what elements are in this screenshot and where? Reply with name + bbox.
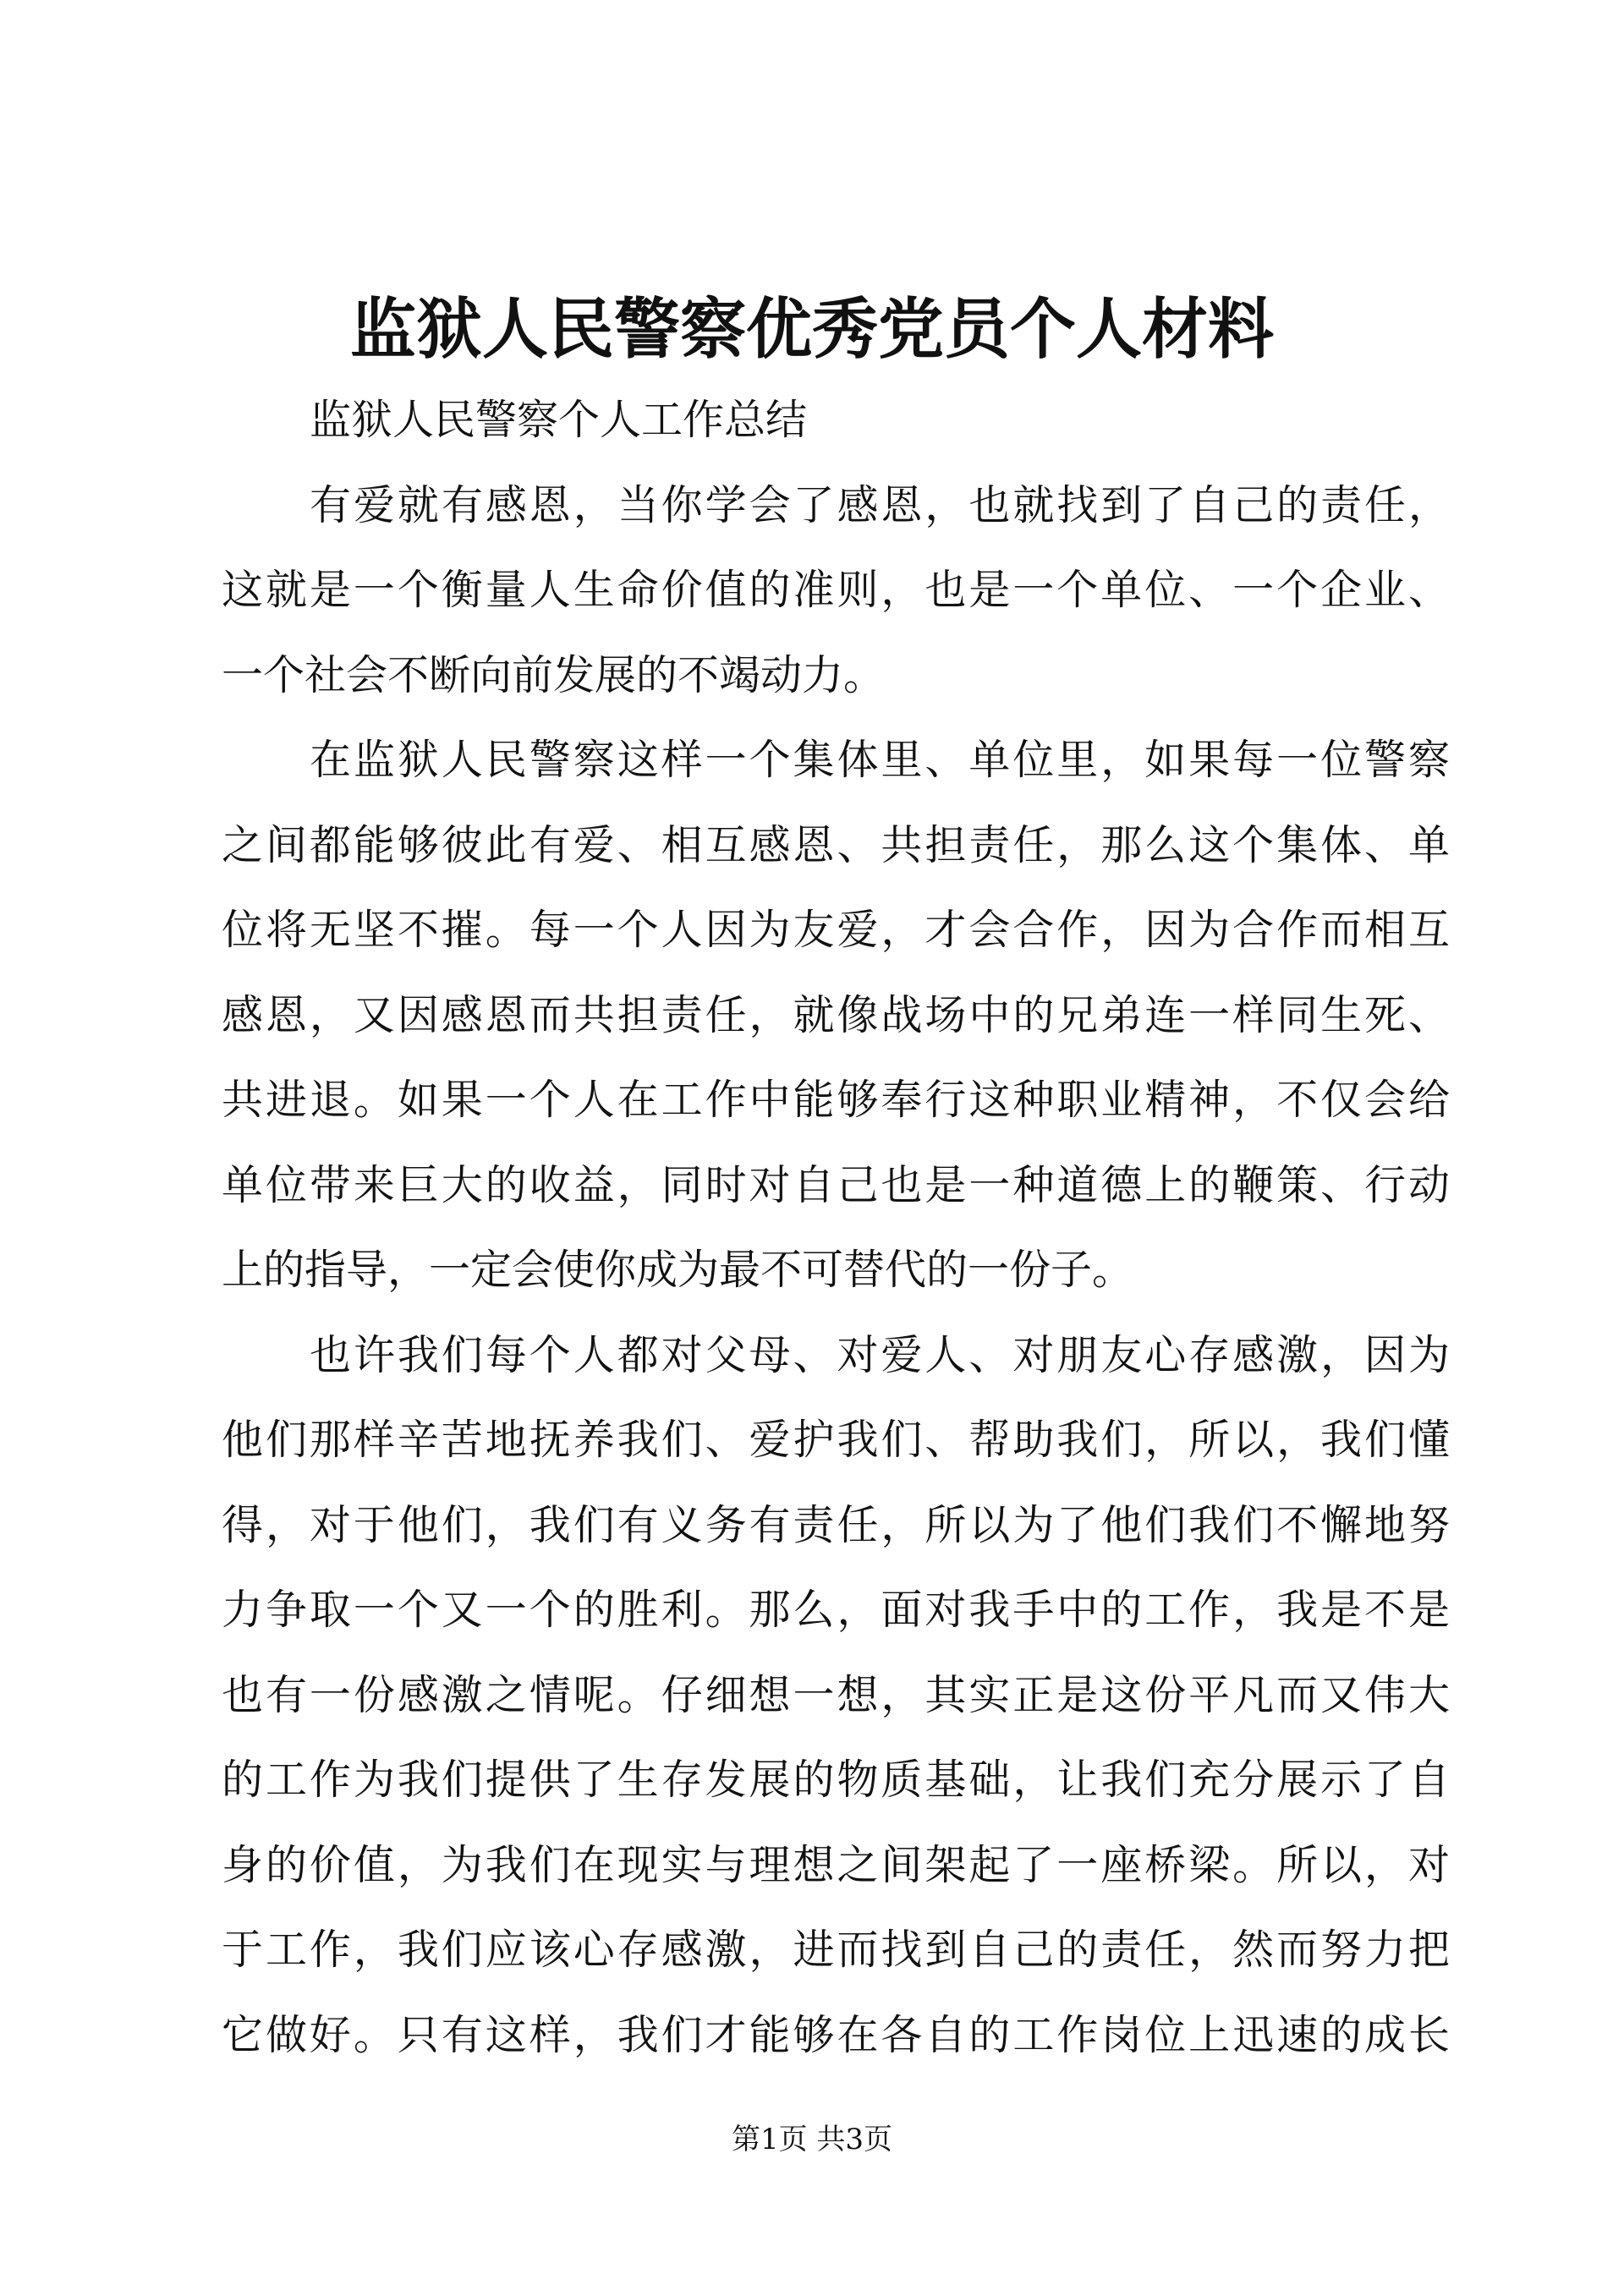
paragraph-line: 共进退。如果一个人在工作中能够奉行这种职业精神，不仅会给 bbox=[222, 1076, 1450, 1124]
paragraph-line: 上的指导，一定会使你成为最不可替代的一份子。 bbox=[222, 1246, 1134, 1294]
paragraph-line: 力争取一个又一个的胜利。那么，面对我手中的工作，我是不是 bbox=[222, 1586, 1450, 1634]
paragraph-line: 于工作，我们应该心存感激，进而找到自己的责任，然而努力把 bbox=[222, 1926, 1450, 1974]
paragraph-first-line: 也许我们每个人都对父母、对爱人、对朋友心存感激，因为 bbox=[310, 1330, 1450, 1379]
document-body bbox=[222, 378, 1450, 2078]
document-title: 监狱人民警察优秀党员个人材料 bbox=[349, 291, 1274, 368]
paragraph-line: 它做好。只有这样，我们才能够在各自的工作岗位上迅速的成长 bbox=[222, 2010, 1450, 2059]
paragraph-line: 单位带来巨大的收益，同时对自己也是一种道德上的鞭策、行动 bbox=[222, 1160, 1450, 1209]
paragraph-first-line: 在监狱人民警察这样一个集体里、单位里，如果每一位警察 bbox=[310, 736, 1450, 784]
paragraph-line: 身的价值，为我们在现实与理想之间架起了一座桥梁。所以，对 bbox=[222, 1840, 1450, 1889]
paragraph-line: 位将无坚不摧。每一个人因为友爱，才会合作，因为合作而相互 bbox=[222, 906, 1450, 954]
paragraph-line: 这就是一个衡量人生命价值的准则，也是一个单位、一个企业、 bbox=[222, 566, 1450, 614]
paragraph-line: 的工作为我们提供了生存发展的物质基础，让我们充分展示了自 bbox=[222, 1756, 1450, 1804]
paragraph-line: 也有一份感激之情呢。仔细想一想，其实正是这份平凡而又伟大 bbox=[222, 1670, 1450, 1719]
page-footer: 第1页 共3页 bbox=[731, 2123, 893, 2156]
paragraph-line: 一个社会不断向前发展的不竭动力。 bbox=[222, 650, 886, 699]
paragraph-first-line: 监狱人民警察个人工作总结 bbox=[310, 396, 808, 444]
paragraph-line: 之间都能够彼此有爱、相互感恩、共担责任，那么这个集体、单 bbox=[222, 820, 1450, 869]
paragraph-line: 他们那样辛苦地抚养我们、爱护我们、帮助我们，所以，我们懂 bbox=[222, 1416, 1450, 1464]
paragraph-line: 感恩，又因感恩而共担责任，就像战场中的兄弟连一样同生死、 bbox=[222, 990, 1450, 1039]
paragraph-first-line: 有爱就有感恩，当你学会了感恩，也就找到了自己的责任， bbox=[310, 480, 1450, 529]
paragraph-line: 得，对于他们，我们有义务有责任，所以为了他们我们不懈地努 bbox=[222, 1500, 1450, 1549]
